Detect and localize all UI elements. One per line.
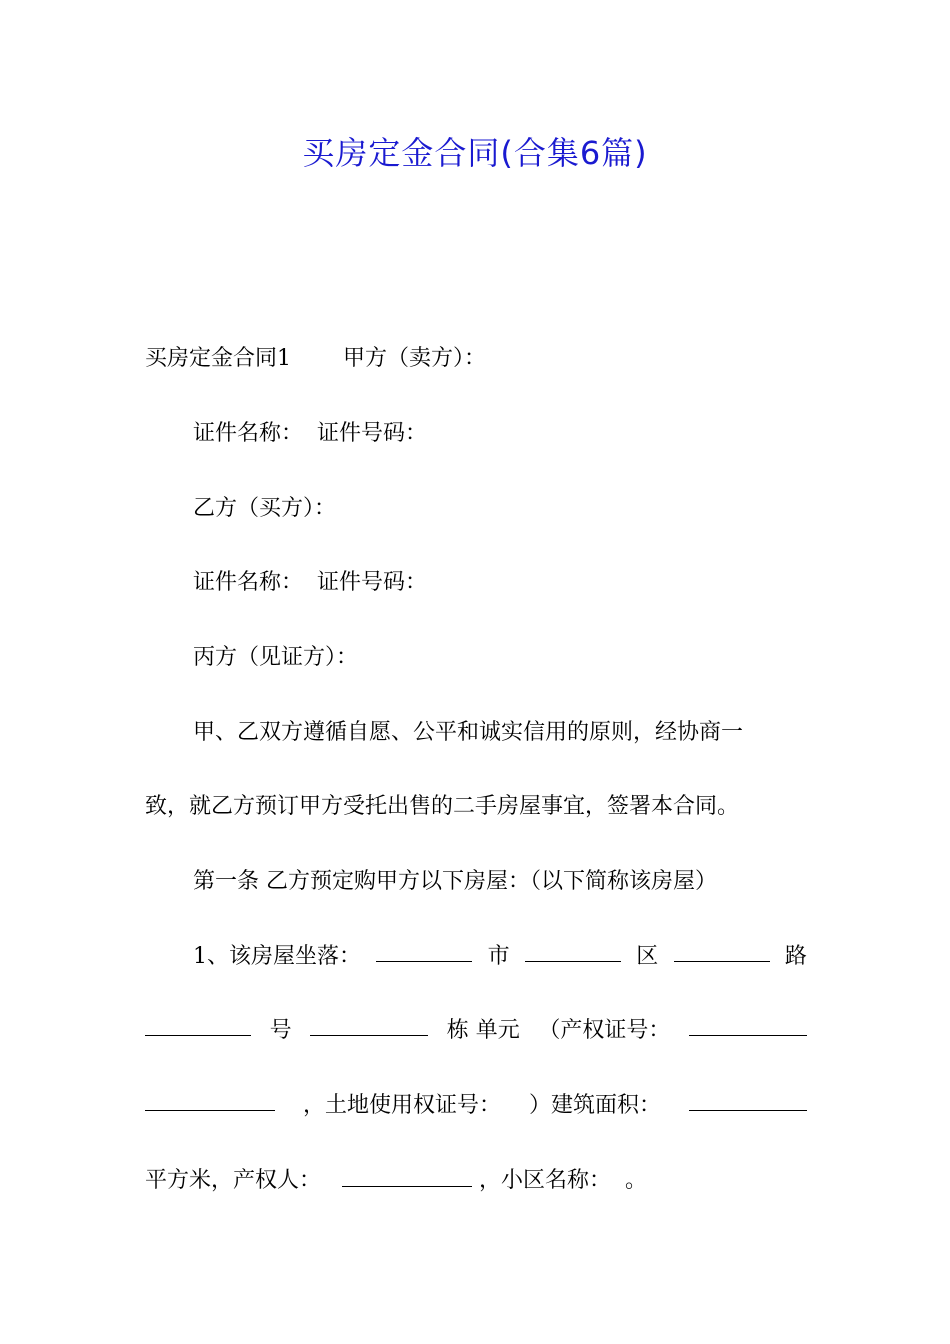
area-label: ）建筑面积： <box>528 1093 661 1118</box>
number-blank[interactable] <box>145 1011 251 1036</box>
road-blank[interactable] <box>674 937 770 962</box>
document-title: 买房定金合同(合集6篇) <box>302 134 648 172</box>
article-1-text: 第一条 乙方预定购甲方以下房屋：（以下简称该房屋） <box>193 869 717 894</box>
party-b-label: 乙方（买方）： <box>193 496 337 521</box>
location-line-4 <box>145 1161 807 1201</box>
district-blank[interactable] <box>525 937 621 962</box>
party-c-line <box>193 638 807 678</box>
land-cert-label: ，土地使用权证号： <box>302 1093 501 1118</box>
location-line-3 <box>145 1086 807 1126</box>
sqm-label: 平方米，产权人： <box>145 1168 322 1193</box>
preamble-line-2 <box>145 787 807 827</box>
contract-label: 买房定金合同1 <box>145 346 291 371</box>
id-name-label: 证件名称： <box>193 570 304 595</box>
city-blank[interactable] <box>376 937 472 962</box>
cert-label: （产权证号： <box>538 1018 671 1043</box>
location-line-1 <box>193 937 807 977</box>
preamble-text: 致，就乙方预订甲方受托出售的二手房屋事宜，签署本合同。 <box>145 794 740 819</box>
id-name-label: 证件名称： <box>193 421 304 446</box>
city-label: 市 <box>487 944 510 969</box>
party-a-id-line <box>193 414 807 454</box>
id-number-label: 证件号码： <box>317 421 428 446</box>
cert-number-blank[interactable] <box>689 1011 807 1036</box>
party-b-line <box>193 489 807 529</box>
location-line-2 <box>145 1011 807 1051</box>
id-number-label: 证件号码： <box>317 570 428 595</box>
number-label: 号 <box>269 1018 292 1043</box>
community-label: ，小区名称： <box>479 1168 612 1193</box>
party-a-label: 甲方（卖方）： <box>343 346 487 371</box>
party-c-label: 丙方（见证方）： <box>193 645 359 670</box>
area-blank[interactable] <box>689 1086 807 1111</box>
owner-blank[interactable] <box>342 1162 472 1187</box>
preamble-text: 甲、乙双方遵循自愿、公平和诚实信用的原则，经协商一 <box>193 720 744 745</box>
party-b-id-line <box>193 563 807 603</box>
location-label: 1、该房屋坐落： <box>193 944 361 969</box>
cert-number-continued-blank[interactable] <box>145 1086 275 1111</box>
road-label: 路 <box>784 944 807 969</box>
end-mark: 。 <box>625 1168 648 1193</box>
contract-heading-line <box>145 339 807 379</box>
building-blank[interactable] <box>310 1011 428 1036</box>
district-label: 区 <box>636 944 659 969</box>
building-label: 栋 单元 <box>446 1018 520 1043</box>
preamble-line-1 <box>193 713 807 753</box>
article-1-line <box>193 862 807 902</box>
